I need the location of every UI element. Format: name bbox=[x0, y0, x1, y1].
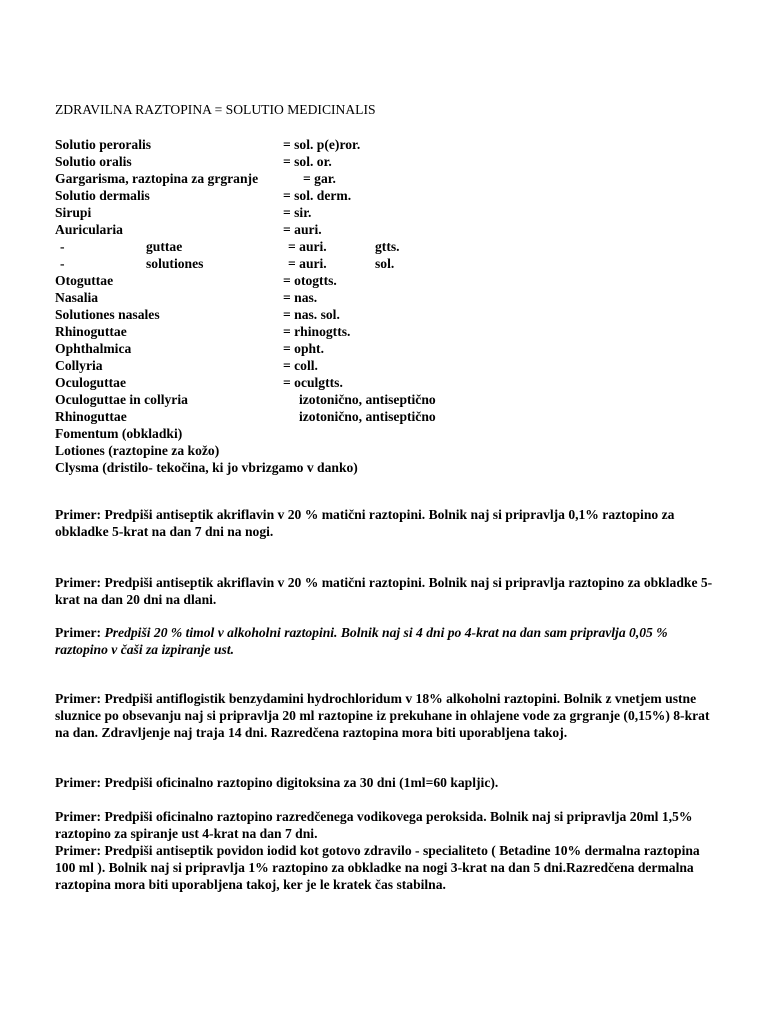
example-paragraph bbox=[55, 506, 715, 540]
example-label: Primer: bbox=[55, 809, 102, 824]
abbr-row bbox=[0, 391, 768, 408]
abbr-value: izotonično, antiseptično bbox=[299, 409, 436, 424]
abbr-value: = auri. bbox=[288, 256, 327, 271]
example-label: Primer: bbox=[55, 775, 102, 790]
abbr-term: Fomentum (obkladki) bbox=[55, 426, 183, 441]
abbr-row bbox=[0, 170, 768, 187]
abbr-value: = auri. bbox=[288, 239, 327, 254]
abbr-term: Rhinoguttae bbox=[55, 409, 127, 424]
abbr-term: - bbox=[60, 256, 65, 271]
abbr-value: = opht. bbox=[283, 341, 324, 356]
abbr-term: Solutio peroralis bbox=[55, 137, 152, 152]
abbr-value: = coll. bbox=[283, 358, 318, 373]
abbr-value: = sir. bbox=[283, 205, 312, 220]
abbr-term: Solutio dermalis bbox=[55, 188, 150, 203]
abbr-value: = nas. bbox=[283, 290, 318, 305]
abbr-row bbox=[0, 289, 768, 306]
example-paragraph bbox=[55, 624, 715, 658]
abbr-row bbox=[0, 442, 768, 459]
abbr-value: = gar. bbox=[303, 171, 336, 186]
abbr-row bbox=[0, 255, 768, 272]
abbr-term: Gargarisma, raztopina za grgranje bbox=[55, 171, 259, 186]
abbr-term: Ophthalmica bbox=[55, 341, 132, 356]
example-text: Predpiši oficinalno raztopino digitoksina za 30 dni (1ml=60 kapljic). bbox=[104, 775, 499, 790]
abbr-row bbox=[0, 238, 768, 255]
abbr-row bbox=[0, 340, 768, 357]
abbr-value: = sol. or. bbox=[283, 154, 332, 169]
example-label: Primer: bbox=[55, 625, 102, 640]
abbr-sub: guttae bbox=[146, 239, 183, 254]
abbr-term: Sirupi bbox=[55, 205, 92, 220]
abbr-value: = otogtts. bbox=[283, 273, 337, 288]
abbr-row bbox=[0, 459, 768, 476]
abbr-row bbox=[0, 187, 768, 204]
abbr-term: Nasalia bbox=[55, 290, 99, 305]
example-label: Primer: bbox=[55, 843, 102, 858]
document-title: ZDRAVILNA RAZTOPINA = SOLUTIO MEDICINALIS bbox=[55, 102, 376, 117]
abbr-value: = sol. p(e)ror. bbox=[283, 137, 361, 152]
abbr-term: Collyria bbox=[55, 358, 103, 373]
abbr-term: Solutiones nasales bbox=[55, 307, 160, 322]
example-paragraph bbox=[55, 842, 715, 893]
abbr-row bbox=[0, 272, 768, 289]
abbr-sub: solutiones bbox=[146, 256, 204, 271]
example-paragraph bbox=[55, 574, 715, 608]
abbr-extra: sol. bbox=[375, 256, 395, 271]
abbr-value: = auri. bbox=[283, 222, 322, 237]
example-label: Primer: bbox=[55, 575, 102, 590]
abbr-term: Solutio oralis bbox=[55, 154, 132, 169]
example-paragraph bbox=[55, 808, 715, 842]
abbr-value: = nas. sol. bbox=[283, 307, 340, 322]
abbr-row bbox=[0, 408, 768, 425]
abbr-term: Otoguttae bbox=[55, 273, 114, 288]
example-label: Primer: bbox=[55, 507, 102, 522]
example-text: Predpiši antiseptik povidon iodid kot gotovo zdravilo - specialiteto ( Betadine 10% dermalna raztopina 100 ml ). Bolnik naj si pripravlja 1% raztopino za obkladke na nogi 3-krat na dan 5 dni.Razredčena dermalna raztopina mora biti uporabljena takoj, ker je le kratek čas stabilna. bbox=[55, 843, 700, 892]
example-label: Primer: bbox=[55, 691, 102, 706]
abbr-term: - bbox=[60, 239, 65, 254]
abbr-term: Oculoguttae bbox=[55, 375, 126, 390]
example-text: Predpiši antiseptik akriflavin v 20 % matični raztopini. Bolnik naj si pripravlja raztopino za obkladke 5-krat na dan 20 dni na dlani. bbox=[55, 575, 713, 607]
abbr-term: Clysma (dristilo- tekočina, ki jo vbrizgamo v danko) bbox=[55, 460, 358, 475]
abbr-row bbox=[0, 323, 768, 340]
abbr-row bbox=[0, 306, 768, 323]
abbr-term: Rhinoguttae bbox=[55, 324, 127, 339]
abbr-row bbox=[0, 374, 768, 391]
abbr-row bbox=[0, 221, 768, 238]
abbr-extra: gtts. bbox=[375, 239, 400, 254]
abbr-value: = rhinogtts. bbox=[283, 324, 351, 339]
abbr-value: = sol. derm. bbox=[283, 188, 352, 203]
example-text: Predpiši antiseptik akriflavin v 20 % matični raztopini. Bolnik naj si pripravlja 0,1% raztopino za obkladke 5-krat na dan 7 dni na nogi. bbox=[55, 507, 675, 539]
example-paragraph bbox=[55, 774, 715, 791]
abbr-value: = oculgtts. bbox=[283, 375, 343, 390]
abbr-row bbox=[0, 357, 768, 374]
example-text: Predpiši oficinalno raztopino razredčenega vodikovega peroksida. Bolnik naj si pripravlja 20ml 1,5% raztopino za spiranje ust 4-krat na dan 7 dni. bbox=[55, 809, 693, 841]
abbr-term: Auricularia bbox=[55, 222, 123, 237]
abbr-row bbox=[0, 425, 768, 442]
example-paragraph bbox=[55, 690, 715, 741]
abbr-term: Oculoguttae in collyria bbox=[55, 392, 188, 407]
abbr-row bbox=[0, 153, 768, 170]
example-text: Predpiši antiflogistik benzydamini hydrochloridum v 18% alkoholni raztopini. Bolnik z vnetjem ustne sluznice po obsevanju naj si pripravlja 20 ml raztopine iz prekuhane in ohlajene vode za grgranje (0,15%) 8-krat na dan. Zdravljenje naj traja 14 dni. Razredčena raztopina mora biti uporabljena takoj. bbox=[55, 691, 710, 740]
abbr-term: Lotiones (raztopine za kožo) bbox=[55, 443, 220, 458]
abbr-value: izotonično, antiseptično bbox=[299, 392, 436, 407]
abbr-row bbox=[0, 204, 768, 221]
example-text: Predpiši 20 % timol v alkoholni raztopini. Bolnik naj si 4 dni po 4-krat na dan sam pripravlja 0,05 % raztopino v čaši za izpiranje ust. bbox=[55, 625, 668, 657]
abbr-row bbox=[0, 136, 768, 153]
